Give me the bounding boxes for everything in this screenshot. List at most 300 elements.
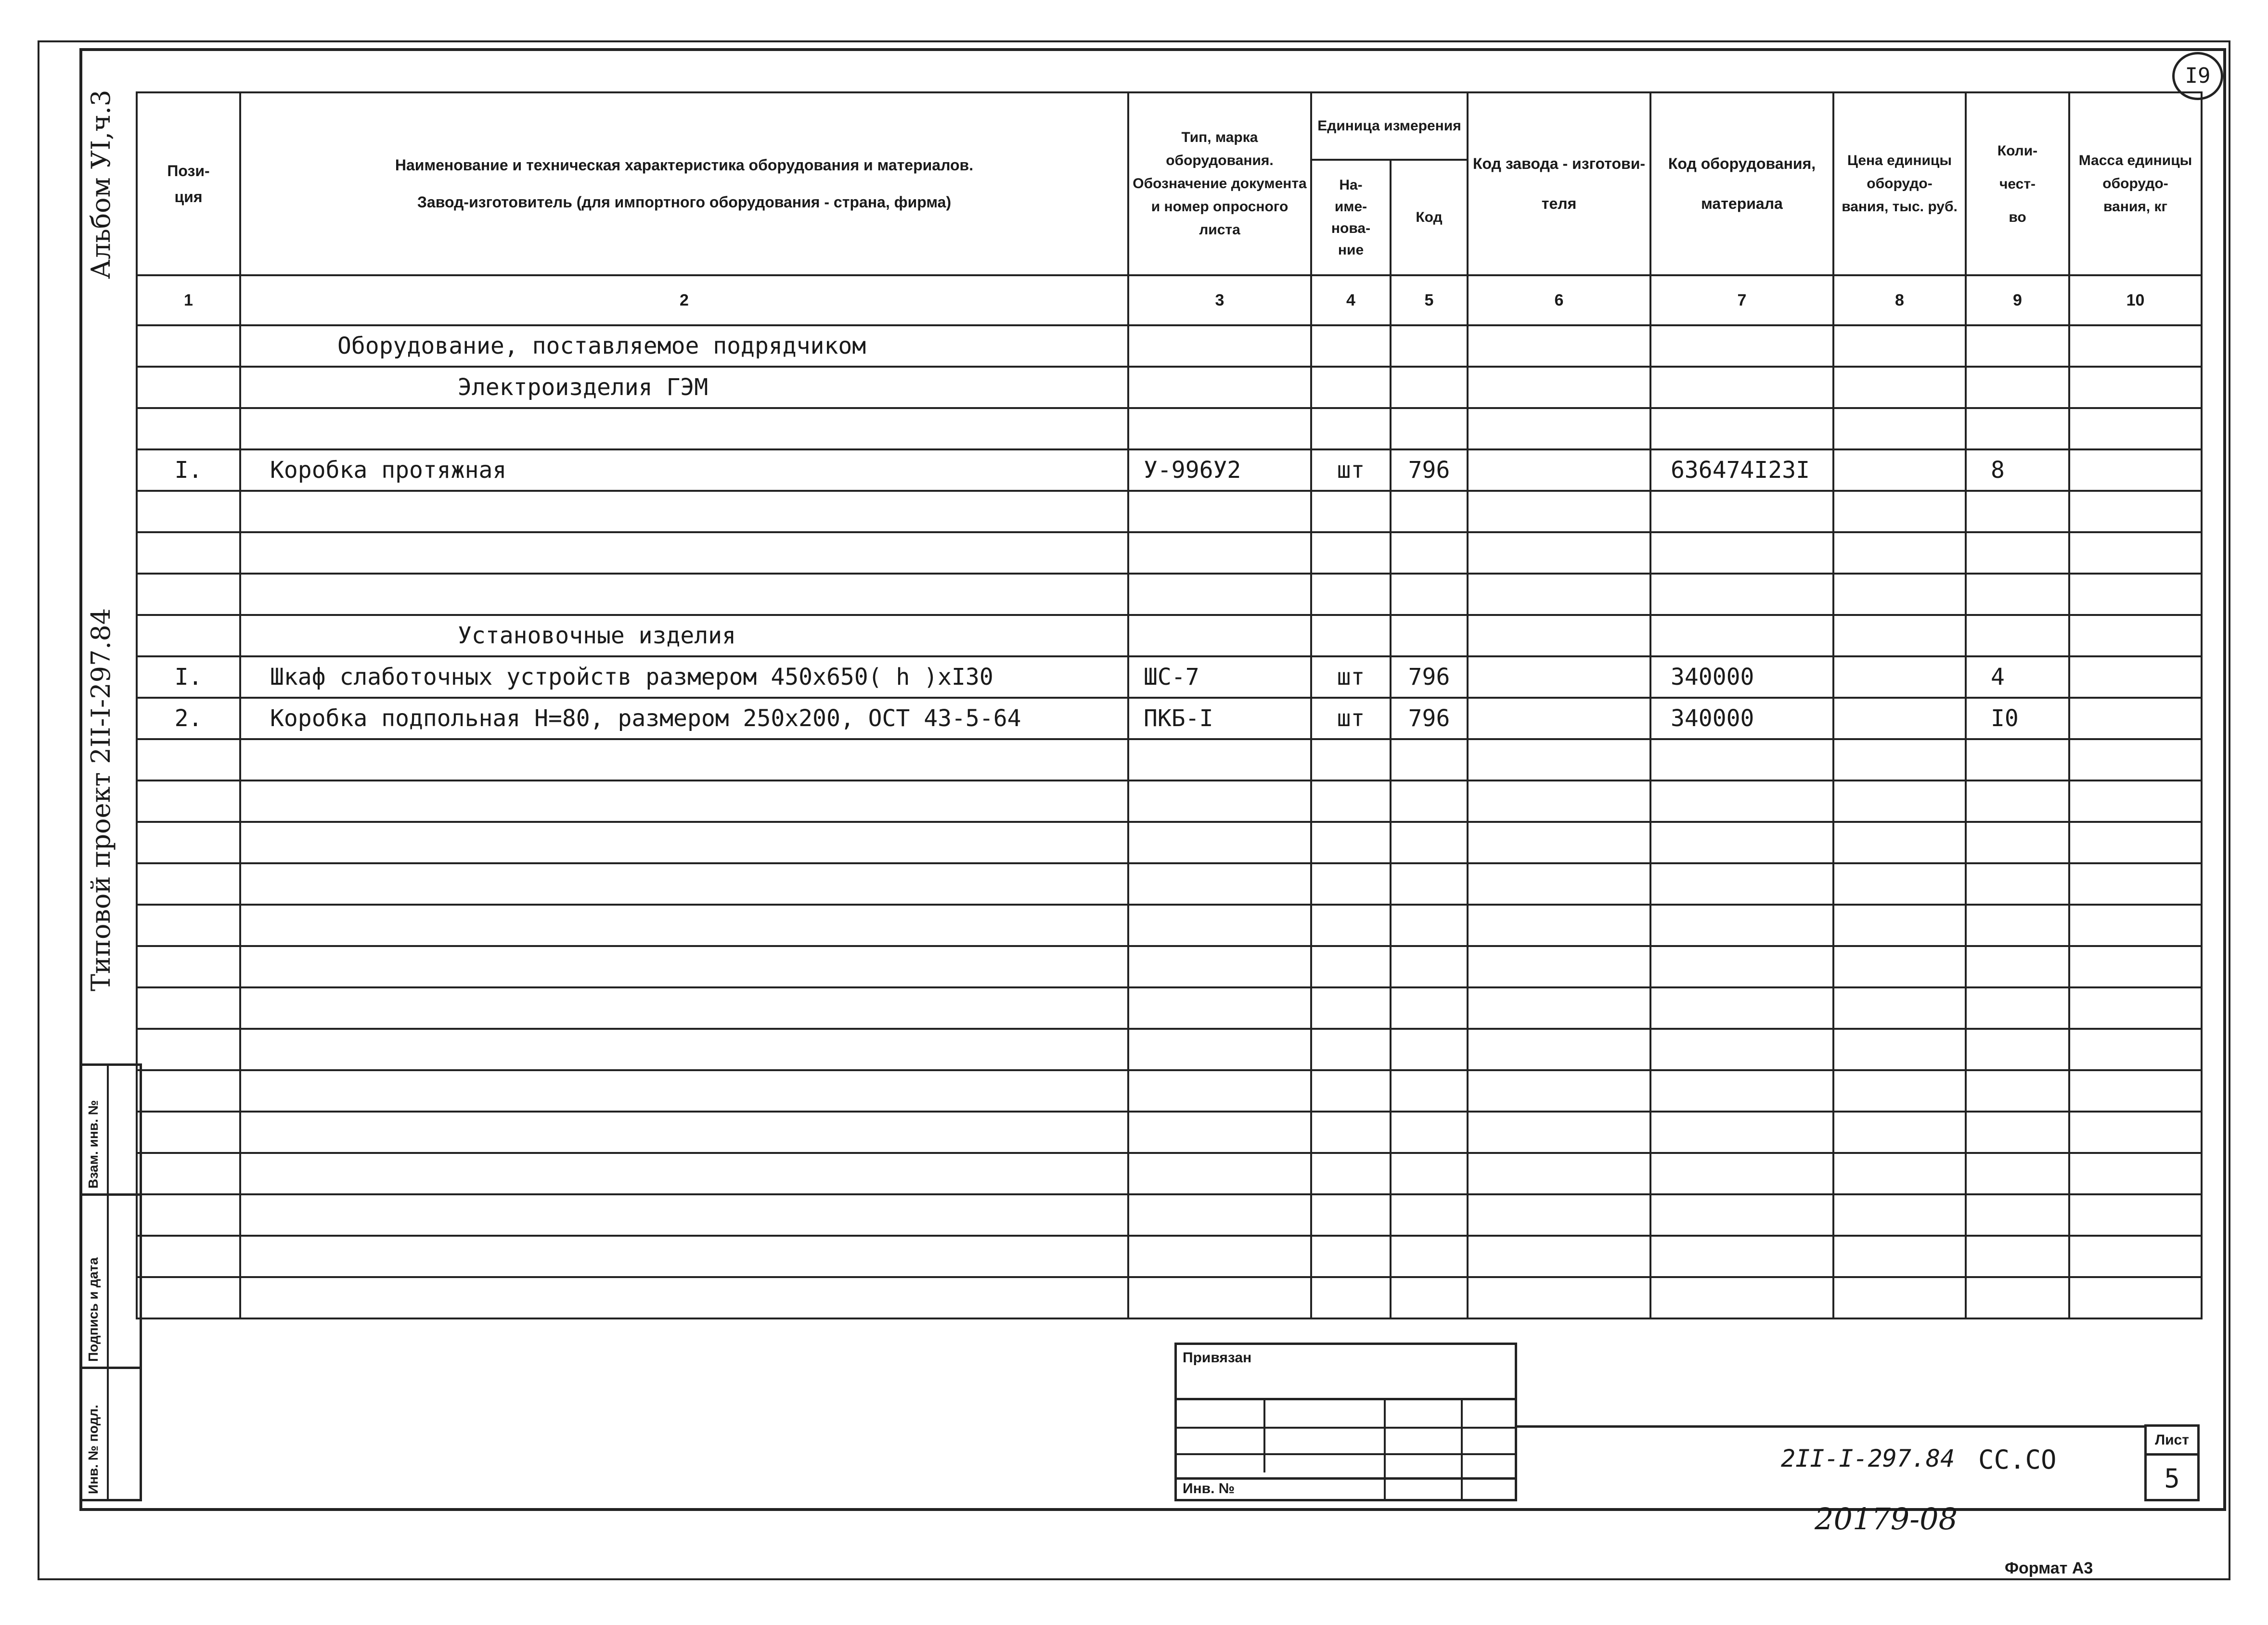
cell-pos (137, 574, 240, 615)
table-row (137, 698, 2202, 739)
cell-factory (1468, 1194, 1650, 1236)
cell-price (1833, 1070, 1966, 1112)
cell-equip (1650, 325, 1833, 367)
cell-unit (1311, 1194, 1391, 1236)
cell-price (1833, 987, 1966, 1029)
col-number: 5 (1391, 275, 1468, 325)
cell-equip (1650, 863, 1833, 905)
cell-mass (2069, 491, 2202, 532)
cell-qty (1966, 408, 2069, 449)
cell-price (1833, 532, 1966, 574)
cell-price (1833, 491, 1966, 532)
cell-qty (1966, 574, 2069, 615)
cell-code (1391, 1070, 1468, 1112)
col-number: 2 (240, 275, 1128, 325)
cell-mass (2069, 574, 2202, 615)
cell-code (1391, 1112, 1468, 1153)
cell-pos (137, 739, 240, 781)
cell-pos (137, 987, 240, 1029)
cell-mass (2069, 1029, 2202, 1070)
cell-code (1391, 739, 1468, 781)
col-number: 9 (1966, 275, 2069, 325)
cell-type (1128, 532, 1311, 574)
cell-mass (2069, 1277, 2202, 1318)
cell-qty: I0 (1966, 698, 2069, 739)
cell-mass (2069, 449, 2202, 491)
album-label: Альбом УI,ч.3 (86, 90, 116, 279)
cell-name (240, 905, 1128, 946)
header-mass: Масса единицы оборудо- вания, кг (2069, 92, 2202, 275)
header-unit-code: Код (1391, 160, 1468, 275)
table-row (137, 408, 2202, 449)
binding-stamp (1174, 1343, 1517, 1501)
cell-type (1128, 1236, 1311, 1277)
cell-name: Коробка протяжная (240, 449, 1128, 491)
col-number: 7 (1650, 275, 1833, 325)
cell-qty (1966, 532, 2069, 574)
cell-equip (1650, 408, 1833, 449)
cell-unit (1311, 739, 1391, 781)
cell-qty (1966, 1070, 2069, 1112)
table-row (137, 946, 2202, 987)
cell-unit (1311, 1112, 1391, 1153)
cell-type (1128, 325, 1311, 367)
cell-mass (2069, 698, 2202, 739)
header-qty: Коли- чест- во (1966, 92, 2069, 275)
header-type: Тип, марка оборудования. Обозначение документа и номер опросного листа (1128, 92, 1311, 275)
cell-pos (137, 1194, 240, 1236)
cell-equip: 636474I23I (1650, 449, 1833, 491)
cell-type (1128, 781, 1311, 822)
cell-mass (2069, 1194, 2202, 1236)
cell-unit: шт (1311, 656, 1391, 698)
cell-qty (1966, 863, 2069, 905)
cell-type (1128, 863, 1311, 905)
cell-qty (1966, 822, 2069, 863)
cell-mass (2069, 615, 2202, 656)
cell-type (1128, 367, 1311, 408)
cell-price (1833, 905, 1966, 946)
cell-equip (1650, 532, 1833, 574)
cell-unit (1311, 1070, 1391, 1112)
cell-code (1391, 1194, 1468, 1236)
table-row (137, 1112, 2202, 1153)
cell-type (1128, 408, 1311, 449)
cell-pos (137, 408, 240, 449)
cell-qty: 4 (1966, 656, 2069, 698)
header-pos: Пози- ция (137, 92, 240, 275)
cell-factory (1468, 1070, 1650, 1112)
table-row (137, 1153, 2202, 1194)
cell-name: Электроизделия ГЭМ (240, 367, 1128, 408)
cell-name: Шкаф слаботочных устройств размером 450х650( h )хI30 (240, 656, 1128, 698)
table-row (137, 1029, 2202, 1070)
cell-factory (1468, 491, 1650, 532)
cell-equip (1650, 1277, 1833, 1318)
cell-mass (2069, 656, 2202, 698)
header-price: Цена единицы оборудо- вания, тыс. руб. (1833, 92, 1966, 275)
cell-equip (1650, 1236, 1833, 1277)
cell-mass (2069, 822, 2202, 863)
doc-mark: СС.СО (1978, 1445, 2057, 1475)
cell-mass (2069, 367, 2202, 408)
cell-unit (1311, 1029, 1391, 1070)
cell-name (240, 491, 1128, 532)
stamp-inv-label: Инв. № (1183, 1481, 1235, 1497)
table-row (137, 325, 2202, 367)
cell-factory (1468, 367, 1650, 408)
cell-equip (1650, 987, 1833, 1029)
table-row (137, 1277, 2202, 1318)
table-row (137, 863, 2202, 905)
cell-qty (1966, 739, 2069, 781)
table-row (137, 615, 2202, 656)
cell-unit (1311, 491, 1391, 532)
cell-factory (1468, 905, 1650, 946)
sheet-badge: I9 (2172, 52, 2223, 100)
cell-qty (1966, 615, 2069, 656)
table-row (137, 656, 2202, 698)
cell-code: 796 (1391, 449, 1468, 491)
cell-qty (1966, 946, 2069, 987)
cell-pos: I. (137, 656, 240, 698)
cell-code (1391, 1029, 1468, 1070)
cell-pos (137, 863, 240, 905)
cell-mass (2069, 739, 2202, 781)
cell-unit: шт (1311, 698, 1391, 739)
side-approval-box (79, 1063, 142, 1501)
cell-code (1391, 1277, 1468, 1318)
cell-name (240, 1277, 1128, 1318)
cell-unit: шт (1311, 449, 1391, 491)
cell-factory (1468, 574, 1650, 615)
cell-pos (137, 367, 240, 408)
cell-price (1833, 863, 1966, 905)
cell-equip: 340000 (1650, 656, 1833, 698)
cell-name (240, 987, 1128, 1029)
cell-mass (2069, 946, 2202, 987)
cell-pos (137, 325, 240, 367)
cell-name: Коробка подпольная Н=80, размером 250х200, ОСТ 43-5-64 (240, 698, 1128, 739)
title-block-line (1516, 1425, 2147, 1428)
cell-name (240, 739, 1128, 781)
cell-qty (1966, 781, 2069, 822)
cell-factory (1468, 408, 1650, 449)
cell-price (1833, 1153, 1966, 1194)
cell-unit (1311, 408, 1391, 449)
cell-code (1391, 367, 1468, 408)
cell-price (1833, 325, 1966, 367)
cell-name (240, 574, 1128, 615)
cell-unit (1311, 1153, 1391, 1194)
cell-qty (1966, 1153, 2069, 1194)
cell-factory (1468, 532, 1650, 574)
cell-name (240, 1112, 1128, 1153)
cell-code (1391, 946, 1468, 987)
cell-equip (1650, 1194, 1833, 1236)
cell-code (1391, 532, 1468, 574)
cell-factory (1468, 615, 1650, 656)
cell-unit (1311, 325, 1391, 367)
cell-name: Оборудование, поставляемое подрядчиком (240, 325, 1128, 367)
cell-pos (137, 781, 240, 822)
cell-factory (1468, 698, 1650, 739)
cell-qty (1966, 367, 2069, 408)
cell-price (1833, 1194, 1966, 1236)
cell-equip (1650, 1070, 1833, 1112)
table-row (137, 367, 2202, 408)
cell-type (1128, 491, 1311, 532)
cell-equip (1650, 946, 1833, 987)
cell-code: 796 (1391, 656, 1468, 698)
cell-pos (137, 1029, 240, 1070)
cell-unit (1311, 987, 1391, 1029)
sheet-label: Лист (2147, 1427, 2197, 1456)
header-unit-group: Единица измерения (1311, 92, 1468, 160)
cell-type (1128, 1277, 1311, 1318)
cell-factory (1468, 946, 1650, 987)
header-unit-name: На- име- нова- ние (1311, 160, 1391, 275)
cell-qty (1966, 987, 2069, 1029)
table-row (137, 532, 2202, 574)
header-equip-code: Код оборудования, материала (1650, 92, 1833, 275)
col-number: 3 (1128, 275, 1311, 325)
side-cell-inv-podl (82, 1369, 140, 1499)
cell-equip (1650, 615, 1833, 656)
side-cell-vzam (82, 1066, 140, 1196)
cell-code: 796 (1391, 698, 1468, 739)
cell-type (1128, 822, 1311, 863)
cell-factory (1468, 449, 1650, 491)
cell-name (240, 408, 1128, 449)
stamp-title: Привязан (1183, 1350, 1252, 1366)
cell-price (1833, 739, 1966, 781)
cell-code (1391, 491, 1468, 532)
table-row (137, 1194, 2202, 1236)
cell-factory (1468, 987, 1650, 1029)
cell-code (1391, 1153, 1468, 1194)
cell-price (1833, 946, 1966, 987)
table-row (137, 491, 2202, 532)
cell-factory (1468, 781, 1650, 822)
cell-price (1833, 449, 1966, 491)
cell-pos (137, 905, 240, 946)
cell-equip (1650, 574, 1833, 615)
cell-type (1128, 905, 1311, 946)
sheet-value: 5 (2164, 1463, 2180, 1494)
cell-name (240, 532, 1128, 574)
cell-mass (2069, 905, 2202, 946)
cell-unit (1311, 781, 1391, 822)
cell-pos: 2. (137, 698, 240, 739)
cell-mass (2069, 325, 2202, 367)
cell-name: Установочные изделия (240, 615, 1128, 656)
vzam-inv-label: Взам. инв. № (86, 1100, 101, 1189)
cell-factory (1468, 1029, 1650, 1070)
cell-unit (1311, 615, 1391, 656)
table-row (137, 574, 2202, 615)
col-number: 8 (1833, 275, 1966, 325)
cell-pos (137, 1112, 240, 1153)
cell-equip (1650, 822, 1833, 863)
cell-type: ПКБ-I (1128, 698, 1311, 739)
cell-price (1833, 822, 1966, 863)
cell-code (1391, 325, 1468, 367)
cell-factory (1468, 1153, 1650, 1194)
cell-mass (2069, 408, 2202, 449)
header-name: Наименование и техническая характеристика оборудования и материалов. Завод-изготовитель (для импортного оборудования - страна, фирма) (240, 92, 1128, 275)
table-row (137, 449, 2202, 491)
cell-code (1391, 863, 1468, 905)
cell-factory (1468, 822, 1650, 863)
col-number: 1 (137, 275, 240, 325)
cell-unit (1311, 863, 1391, 905)
cell-pos (137, 822, 240, 863)
cell-pos (137, 615, 240, 656)
cell-price (1833, 574, 1966, 615)
cell-unit (1311, 574, 1391, 615)
table-row (137, 905, 2202, 946)
cell-mass (2069, 1070, 2202, 1112)
cell-price (1833, 615, 1966, 656)
cell-price (1833, 1236, 1966, 1277)
cell-code (1391, 822, 1468, 863)
cell-mass (2069, 987, 2202, 1029)
cell-qty (1966, 1112, 2069, 1153)
cell-factory (1468, 1277, 1650, 1318)
cell-code (1391, 987, 1468, 1029)
cell-pos (137, 1236, 240, 1277)
podpis-data-label: Подпись и дата (86, 1257, 101, 1362)
cell-factory (1468, 1236, 1650, 1277)
cell-unit (1311, 946, 1391, 987)
cell-unit (1311, 905, 1391, 946)
cell-factory (1468, 1112, 1650, 1153)
cell-equip (1650, 1112, 1833, 1153)
cell-pos (137, 491, 240, 532)
column-number-row (137, 275, 2202, 325)
cell-type (1128, 1029, 1311, 1070)
cell-code (1391, 615, 1468, 656)
cell-type (1128, 615, 1311, 656)
cell-qty (1966, 325, 2069, 367)
cell-type (1128, 946, 1311, 987)
cell-unit (1311, 532, 1391, 574)
cell-unit (1311, 367, 1391, 408)
project-label: Типовой проект 2II-I-297.84 (86, 608, 116, 991)
cell-equip (1650, 1029, 1833, 1070)
table-row (137, 739, 2202, 781)
table-row (137, 987, 2202, 1029)
cell-mass (2069, 1236, 2202, 1277)
cell-name (240, 1070, 1128, 1112)
cell-qty (1966, 1029, 2069, 1070)
table-row (137, 781, 2202, 822)
side-cell-podpis (82, 1196, 140, 1369)
cell-name (240, 781, 1128, 822)
cell-price (1833, 408, 1966, 449)
cell-equip (1650, 781, 1833, 822)
cell-type: У-996У2 (1128, 449, 1311, 491)
cell-mass (2069, 863, 2202, 905)
cell-type (1128, 1112, 1311, 1153)
cell-name (240, 1194, 1128, 1236)
cell-mass (2069, 1112, 2202, 1153)
cell-mass (2069, 1153, 2202, 1194)
cell-name (240, 1236, 1128, 1277)
header-factory-code: Код завода - изготови- теля (1468, 92, 1650, 275)
cell-pos (137, 1153, 240, 1194)
cell-pos (137, 532, 240, 574)
cell-equip (1650, 1153, 1833, 1194)
cell-name (240, 1153, 1128, 1194)
cell-code (1391, 408, 1468, 449)
cell-pos (137, 946, 240, 987)
cell-price (1833, 698, 1966, 739)
cell-unit (1311, 1236, 1391, 1277)
cell-equip (1650, 739, 1833, 781)
cell-type (1128, 1153, 1311, 1194)
cell-pos (137, 1277, 240, 1318)
cell-name (240, 863, 1128, 905)
cell-type (1128, 739, 1311, 781)
cell-code (1391, 905, 1468, 946)
cell-type: ШС-7 (1128, 656, 1311, 698)
table-row (137, 1070, 2202, 1112)
cell-equip (1650, 367, 1833, 408)
col-number: 6 (1468, 275, 1650, 325)
table-row (137, 1236, 2202, 1277)
spec-table (136, 91, 2203, 1319)
doc-code: 2II-I-297.84 (1781, 1445, 1955, 1472)
cell-type (1128, 1194, 1311, 1236)
cell-name (240, 1029, 1128, 1070)
cell-factory (1468, 739, 1650, 781)
cell-qty (1966, 1194, 2069, 1236)
cell-price (1833, 656, 1966, 698)
cell-mass (2069, 781, 2202, 822)
inv-podl-label: Инв. № подл. (86, 1405, 101, 1494)
cell-qty (1966, 905, 2069, 946)
cell-type (1128, 987, 1311, 1029)
cell-factory (1468, 656, 1650, 698)
cell-unit (1311, 822, 1391, 863)
cell-qty (1966, 1277, 2069, 1318)
cell-price (1833, 1112, 1966, 1153)
cell-price (1833, 781, 1966, 822)
cell-factory (1468, 325, 1650, 367)
cell-code (1391, 1236, 1468, 1277)
cell-type (1128, 574, 1311, 615)
cell-qty: 8 (1966, 449, 2069, 491)
cell-equip: 340000 (1650, 698, 1833, 739)
format-label: Формат А3 (2005, 1559, 2093, 1577)
sheet-number-box (2144, 1424, 2200, 1501)
cell-name (240, 946, 1128, 987)
archive-number: 20179-08 (1815, 1501, 1958, 1536)
cell-qty (1966, 1236, 2069, 1277)
cell-unit (1311, 1277, 1391, 1318)
cell-qty (1966, 491, 2069, 532)
cell-equip (1650, 491, 1833, 532)
cell-type (1128, 1070, 1311, 1112)
cell-factory (1468, 863, 1650, 905)
cell-code (1391, 781, 1468, 822)
cell-mass (2069, 532, 2202, 574)
col-number: 10 (2069, 275, 2202, 325)
cell-pos (137, 1070, 240, 1112)
cell-pos: I. (137, 449, 240, 491)
